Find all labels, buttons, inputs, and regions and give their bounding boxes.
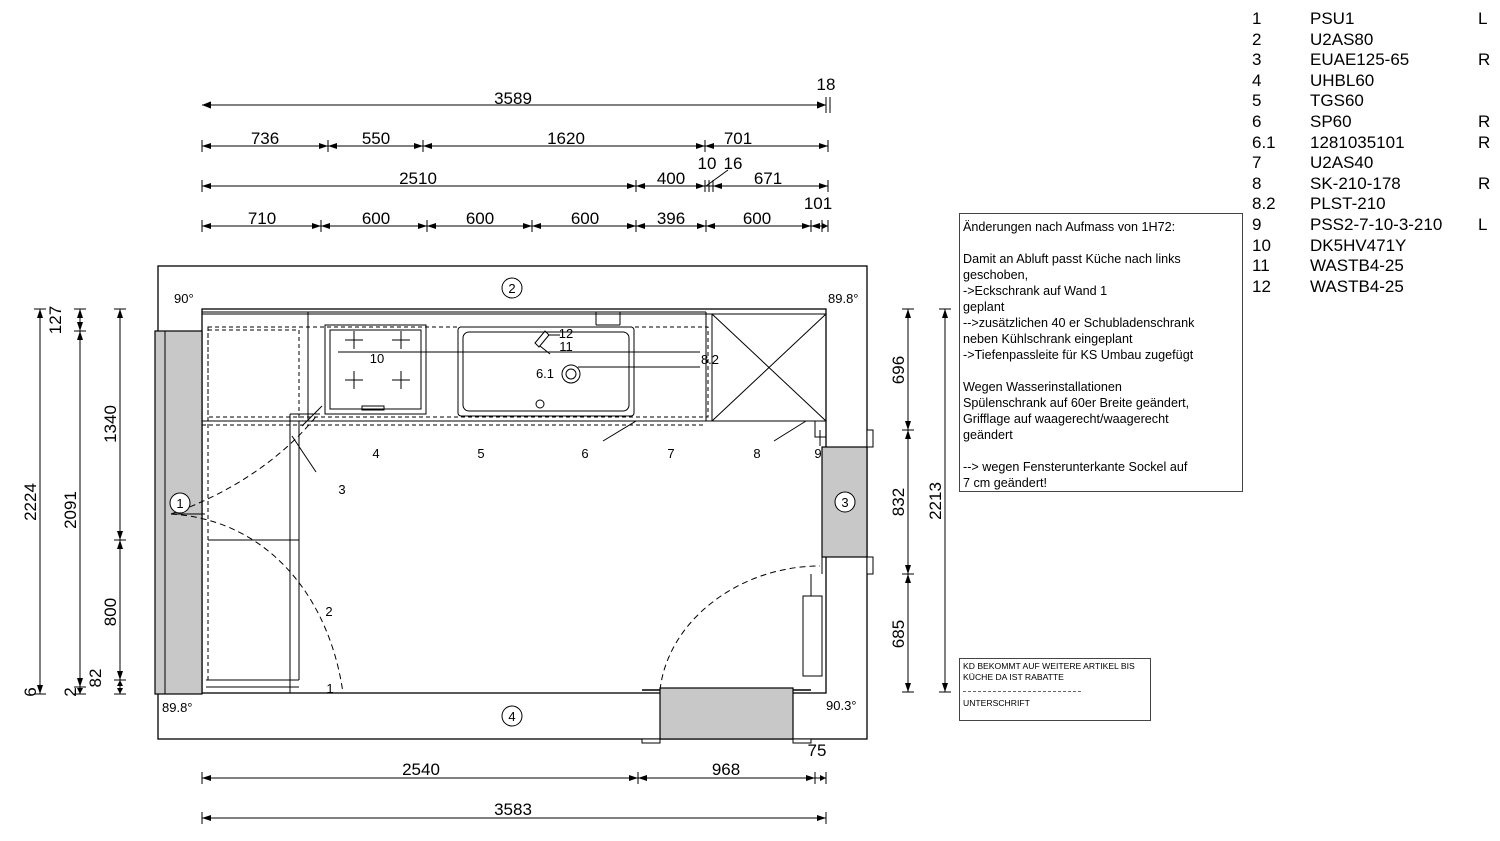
part-code: PSS2-7-10-3-210	[1310, 214, 1443, 234]
dim-top-r3-d: 600	[570, 209, 600, 228]
part-number: 9	[1252, 214, 1262, 234]
part-side: L	[1478, 9, 1488, 28]
dim-right-a: 696	[889, 355, 908, 385]
item-label-7: 7	[667, 446, 675, 461]
part-code: SP60	[1310, 111, 1352, 131]
svg-text:1: 1	[176, 496, 184, 511]
note-paragraph-2: Wegen Wasserinstallationen Spülenschrank auf 60er Breite geändert, Grifflage auf waagerecht/waagerecht geändert	[963, 380, 1190, 442]
dim-left-inner-c: 82	[86, 668, 105, 688]
dim-top-r3-f: 600	[742, 209, 772, 228]
parts-list	[1252, 9, 1497, 297]
dim-top-overall: 3589	[494, 89, 532, 108]
part-code: PLST-210	[1310, 194, 1386, 214]
item-label-1: 1	[326, 681, 334, 696]
dim-top-r1-d: 701	[723, 129, 753, 148]
wall-marker-4	[502, 706, 522, 726]
wall-marker-2	[502, 278, 522, 298]
note-paragraph-3: --> wegen Fensterunterkante Sockel auf 7 cm geändert!	[963, 460, 1188, 490]
dim-left-outer: 2224	[21, 483, 40, 521]
parts-row	[1252, 133, 1497, 154]
wall-marker-1	[170, 493, 190, 513]
hob	[325, 325, 426, 414]
dim-top-r3-g: 101	[803, 194, 833, 213]
corner-angles	[162, 291, 859, 715]
angle-bottom-left: 89.8°	[162, 700, 193, 715]
item-label-6: 6	[581, 446, 589, 461]
changes-note-box	[959, 213, 1243, 492]
signature-line	[963, 691, 1081, 692]
dim-top-r2-e: 671	[753, 169, 783, 188]
item-label-11: 11	[559, 339, 573, 354]
bottom-dimension-values	[402, 741, 826, 819]
left-dimension-lines	[34, 309, 126, 697]
wall-markers	[170, 278, 855, 726]
left-dimension-values	[21, 306, 120, 697]
parts-row	[1252, 112, 1497, 133]
part-side: R	[1478, 173, 1491, 193]
parts-row	[1252, 91, 1497, 112]
svg-text:2: 2	[508, 281, 516, 296]
part-side	[1478, 30, 1497, 51]
part-code: UHBL60	[1310, 70, 1375, 90]
signature-label: UNTERSCHRIFT	[963, 698, 1030, 708]
dim-bottom-a: 2540	[402, 760, 440, 779]
part-side: L	[1478, 214, 1488, 234]
part-side: R	[1478, 50, 1491, 70]
dim-left-middle-small: 2	[61, 687, 80, 697]
parts-row	[1252, 9, 1497, 30]
dim-right-overall: 2213	[926, 482, 945, 520]
part-code: WASTB4-25	[1310, 256, 1404, 276]
dim-top-r3-c: 600	[465, 209, 495, 228]
parts-row	[1252, 174, 1497, 195]
item-label-2: 2	[325, 604, 333, 619]
signature-box	[959, 658, 1151, 721]
part-code: DK5HV471Y	[1310, 235, 1407, 255]
dim-top-r1-b: 550	[361, 129, 391, 148]
part-code: U2AS80	[1310, 29, 1374, 49]
part-side: R	[1478, 111, 1491, 131]
item-label-6-1: 6.1	[535, 366, 555, 381]
dim-left-inner-a: 1340	[101, 405, 120, 443]
note-paragraph-1: Damit an Abluft passt Küche nach links geschoben, ->Eckschrank auf Wand 1 geplant -->zusätzlichen 40 er Schubladenschrank neben Kühlschrank eingeplant ->Tiefenpassleite für KS Umbau zugefügt	[963, 252, 1195, 362]
part-code: TGS60	[1310, 91, 1364, 111]
item-label-5: 5	[477, 446, 485, 461]
part-side	[1478, 71, 1497, 92]
parts-row	[1252, 215, 1497, 236]
right-dimension-values	[889, 356, 945, 648]
door-swings	[171, 414, 820, 693]
dim-left-middle: 2091	[61, 491, 80, 529]
part-number: 2	[1252, 29, 1262, 49]
part-side	[1478, 256, 1497, 277]
part-code: U2AS40	[1310, 153, 1374, 173]
dim-top-r3-e: 396	[656, 209, 686, 228]
parts-row	[1252, 50, 1497, 71]
parts-row	[1252, 236, 1497, 257]
room-inner-wall	[202, 309, 826, 693]
item-label-4: 4	[372, 446, 380, 461]
angle-top-right: 89.8°	[828, 291, 859, 306]
part-number: 3	[1252, 50, 1262, 70]
wall-4-door	[660, 688, 793, 739]
dim-left-inner-b: 800	[101, 597, 120, 627]
part-side	[1478, 277, 1497, 298]
parts-row	[1252, 30, 1497, 51]
top-dimension-values	[248, 75, 836, 228]
wall-marker-3	[835, 492, 855, 512]
item-label-3: 3	[338, 482, 346, 497]
dim-top-r2-c: 10	[697, 154, 717, 173]
dim-top-overall-extra: 18	[816, 75, 836, 94]
part-code: PSU1	[1310, 9, 1355, 28]
dim-top-r1-a: 736	[250, 129, 280, 148]
part-code: 1281035101	[1310, 132, 1405, 152]
dim-left-middle-top: 127	[46, 305, 65, 335]
angle-bottom-right: 90.3°	[826, 698, 857, 713]
note-heading: Änderungen nach Aufmass von 1H72:	[963, 220, 1176, 234]
parts-row	[1252, 153, 1497, 174]
item-label-8-2: 8.2	[700, 352, 720, 367]
part-side	[1478, 194, 1497, 215]
dim-right-c: 685	[889, 619, 908, 649]
part-code: SK-210-178	[1310, 173, 1401, 193]
dim-bottom-b: 968	[711, 760, 741, 779]
part-side: R	[1478, 132, 1491, 152]
dim-bottom-overall: 3583	[494, 800, 532, 819]
part-code: EUAE125-65	[1310, 50, 1410, 70]
part-number: 5	[1252, 91, 1262, 111]
part-number: 11	[1252, 256, 1270, 276]
part-number: 6.1	[1252, 132, 1276, 152]
part-number: 10	[1252, 235, 1271, 255]
part-number: 7	[1252, 153, 1262, 173]
item-label-8: 8	[753, 446, 761, 461]
part-number: 8.2	[1252, 194, 1276, 214]
dim-top-r2-b: 400	[656, 169, 686, 188]
part-side	[1478, 153, 1497, 174]
part-number: 8	[1252, 173, 1262, 193]
part-side	[1478, 91, 1497, 112]
part-number: 1	[1252, 9, 1262, 28]
signature-note: KD BEKOMMT AUF WEITERE ARTIKEL BIS KÜCHE DA IST RABATTE	[963, 661, 1135, 682]
dim-top-r1-c: 1620	[547, 129, 585, 148]
part-number: 6	[1252, 111, 1262, 131]
dim-right-b: 832	[889, 487, 908, 517]
item-labels	[325, 326, 821, 696]
dim-top-r3-a: 710	[247, 209, 277, 228]
parts-row	[1252, 277, 1497, 298]
svg-text:3: 3	[841, 495, 849, 510]
part-number: 12	[1252, 276, 1271, 296]
room-outer-wall	[158, 266, 867, 739]
dim-bottom-c: 75	[807, 741, 827, 760]
part-code: WASTB4-25	[1310, 276, 1404, 296]
part-side	[1478, 236, 1497, 257]
room	[158, 266, 867, 739]
item-label-10: 10	[369, 351, 385, 366]
dim-left-outer-small: 6	[21, 687, 40, 697]
item-label-9: 9	[814, 446, 822, 461]
item-label-12: 12	[558, 326, 574, 341]
svg-text:4: 4	[508, 709, 516, 724]
parts-row	[1252, 256, 1497, 277]
dim-top-r2-a: 2510	[399, 169, 437, 188]
parts-row	[1252, 194, 1497, 215]
part-number: 4	[1252, 70, 1262, 90]
parts-row	[1252, 71, 1497, 92]
cabinets	[202, 312, 826, 693]
angle-top-left: 90°	[174, 291, 194, 306]
dim-top-r3-b: 600	[361, 209, 391, 228]
dim-top-r2-d: 16	[723, 154, 743, 173]
